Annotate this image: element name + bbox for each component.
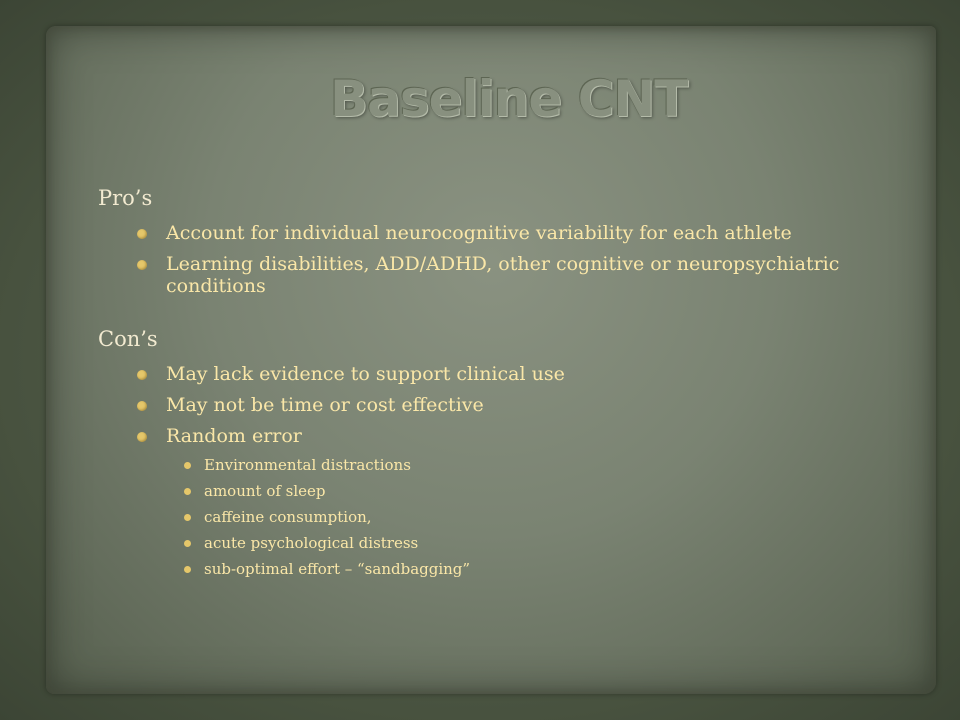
sub-list-item-text: sub-optimal effort – “sandbagging” xyxy=(204,560,471,578)
slide-title: Baseline CNT xyxy=(330,70,688,128)
bullet-icon xyxy=(137,260,147,270)
list-item-text: May not be time or cost effective xyxy=(166,394,484,416)
sub-list-item-text: Environmental distractions xyxy=(204,456,411,474)
list-item xyxy=(98,394,878,416)
bullet-icon xyxy=(137,370,147,380)
list-item xyxy=(98,253,878,297)
cons-list xyxy=(98,363,878,447)
sub-list-item-text: acute psychological distress xyxy=(204,534,419,552)
list-item xyxy=(98,363,878,385)
bullet-icon xyxy=(137,401,147,411)
list-item-text: Learning disabilities, ADD/ADHD, other cognitive or neuropsychiatric conditions xyxy=(166,253,840,297)
cons-heading: Con’s xyxy=(98,327,158,351)
sub-list-item xyxy=(98,534,878,552)
pros-heading: Pro’s xyxy=(98,186,153,210)
bullet-icon xyxy=(184,540,191,547)
sub-list-item xyxy=(98,560,878,578)
list-item-text: Account for individual neurocognitive variability for each athlete xyxy=(166,222,792,244)
list-item-text: May lack evidence to support clinical use xyxy=(166,363,565,385)
sub-list-item xyxy=(98,508,878,526)
bullet-icon xyxy=(137,432,147,442)
list-item xyxy=(98,425,878,447)
bullet-icon xyxy=(184,488,191,495)
bullet-icon xyxy=(137,229,147,239)
pros-list xyxy=(98,222,878,297)
sub-list-item-text: amount of sleep xyxy=(204,482,326,500)
bullet-icon xyxy=(184,514,191,521)
slide-content xyxy=(98,186,878,586)
list-item-text: Random error xyxy=(166,425,302,447)
sub-list-item xyxy=(98,482,878,500)
bullet-icon xyxy=(184,566,191,573)
random-error-sublist xyxy=(98,456,878,578)
bullet-icon xyxy=(184,462,191,469)
sub-list-item xyxy=(98,456,878,474)
sub-list-item-text: caffeine consumption, xyxy=(204,508,372,526)
list-item xyxy=(98,222,878,244)
